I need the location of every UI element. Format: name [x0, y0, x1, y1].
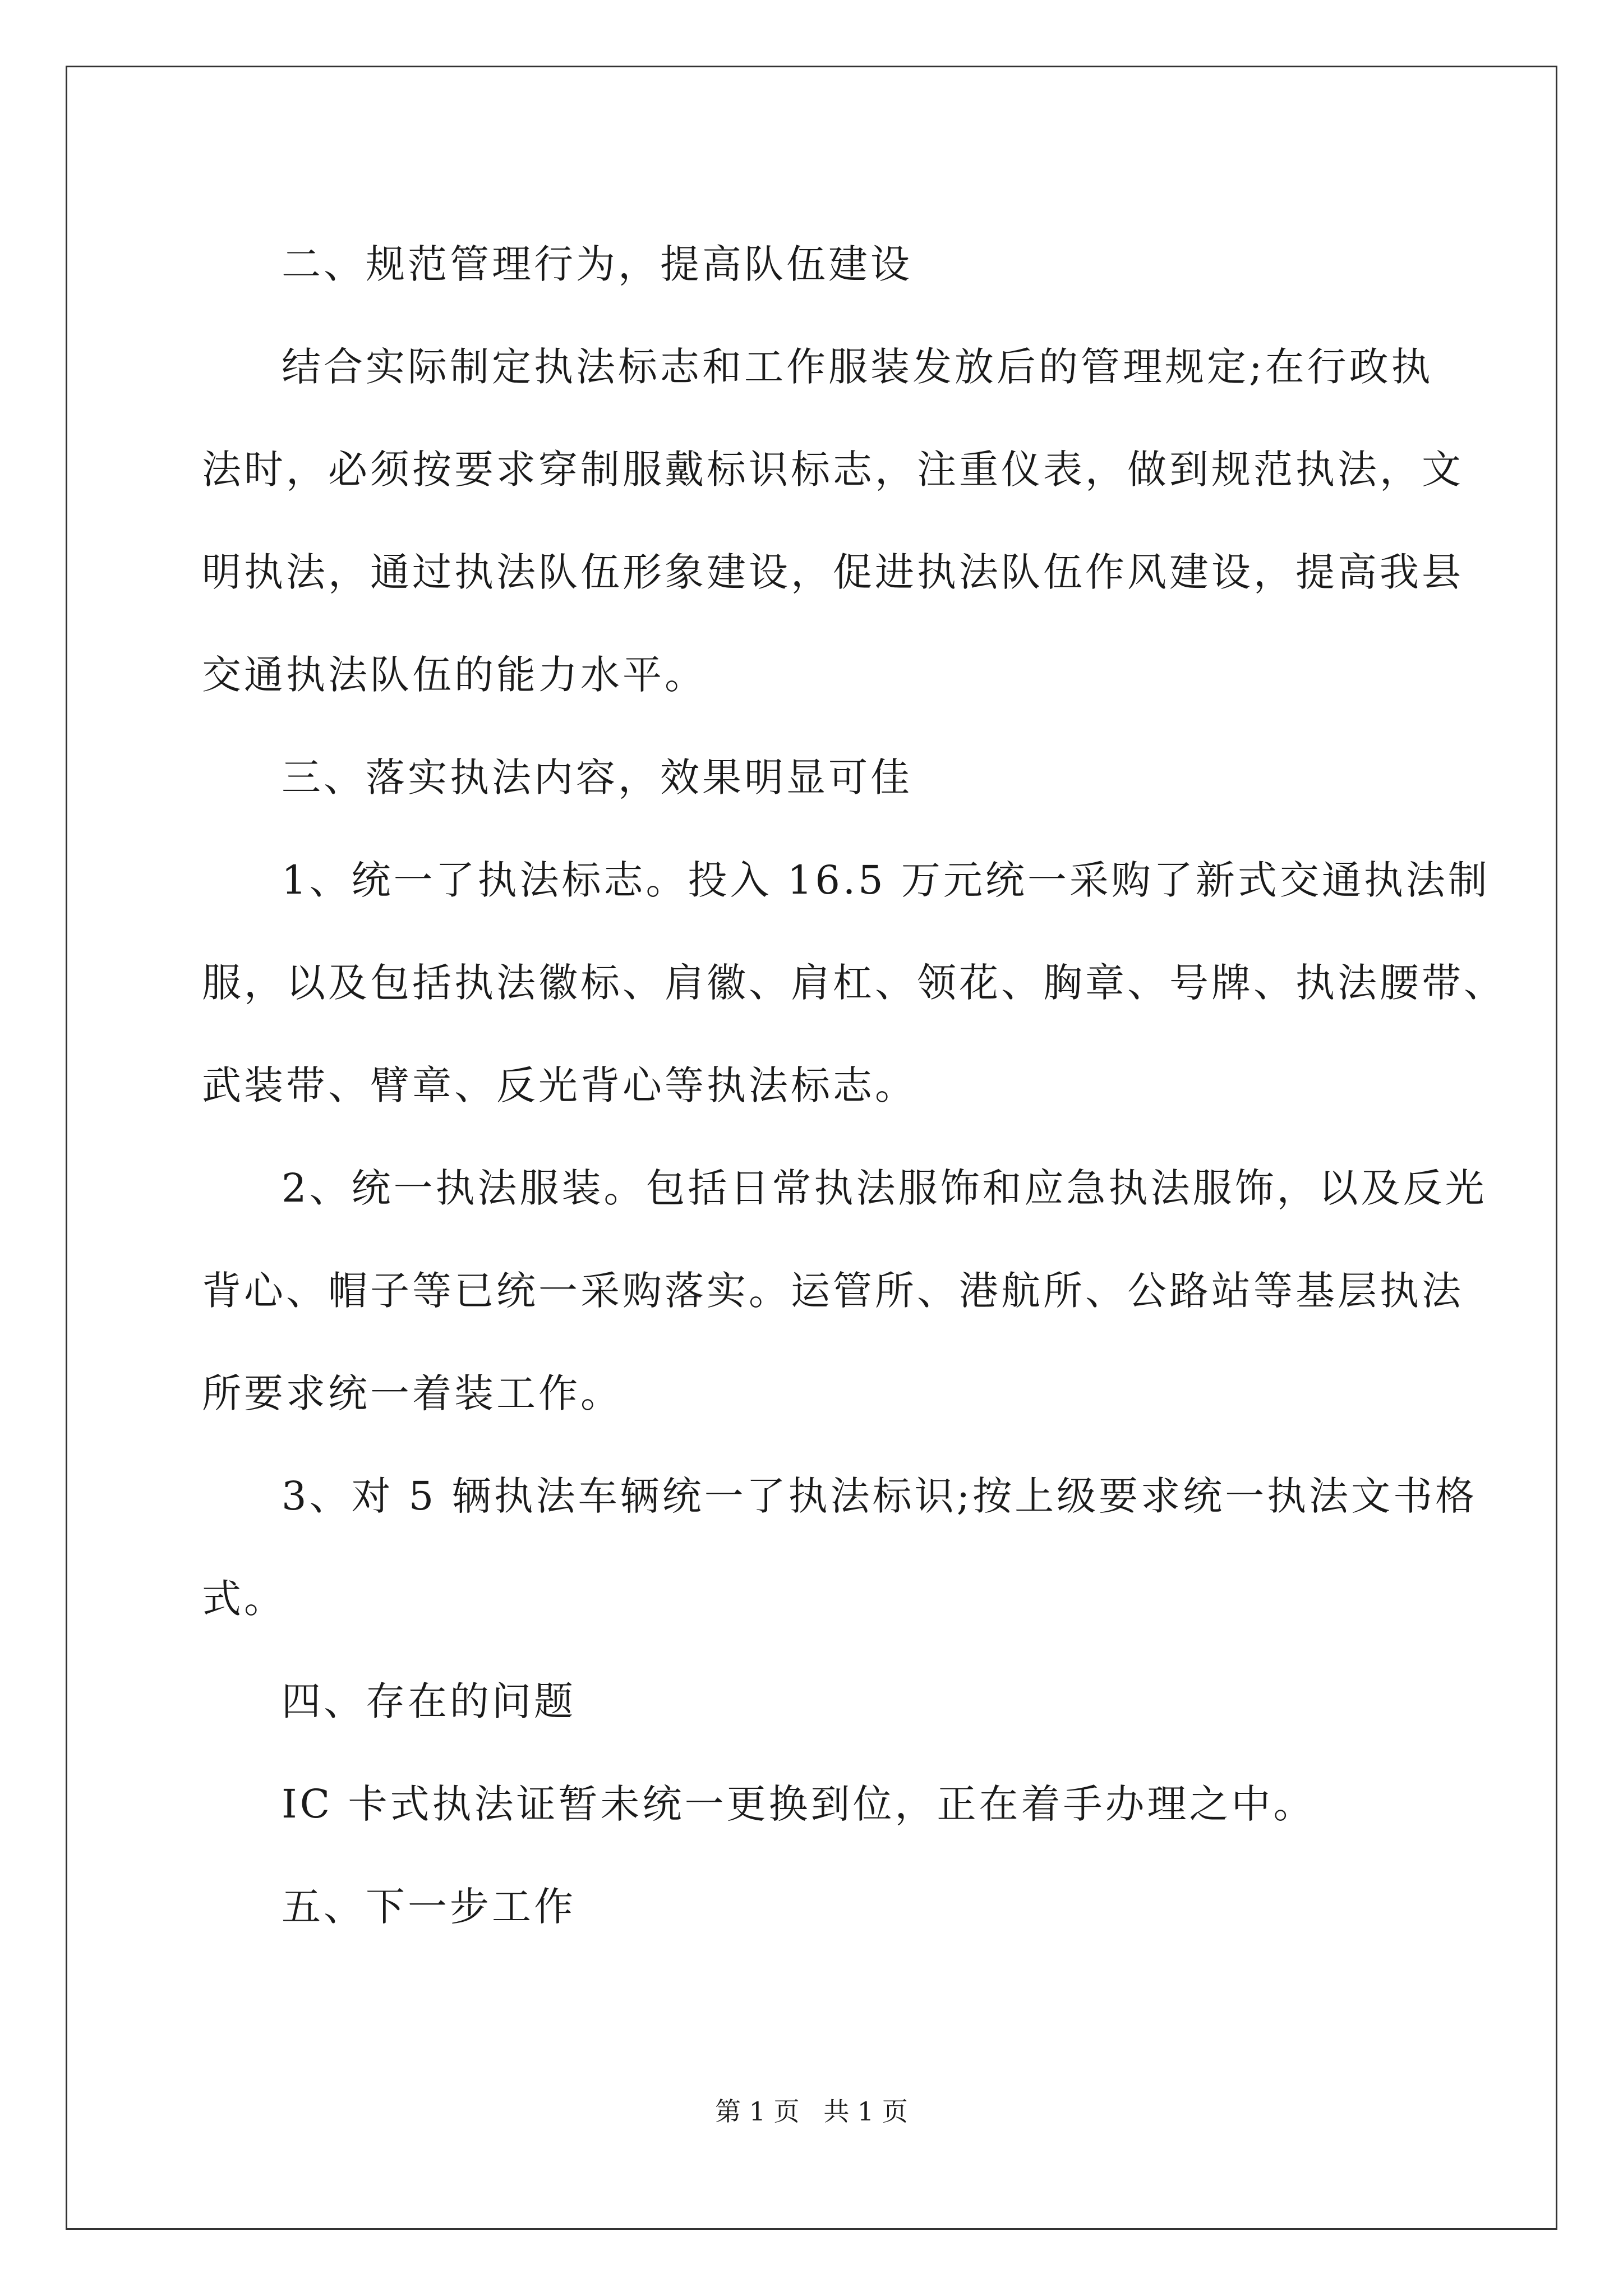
paragraph-3-line-3: 所要求统一着装工作。	[202, 1370, 623, 1416]
page-total: 共 1 页	[823, 2096, 908, 2127]
section-heading-3: 三、落实执法内容，效果明显可佳	[282, 754, 912, 800]
section-heading-4: 四、存在的问题	[282, 1678, 576, 1724]
paragraph-1-line-1: 结合实际制定执法标志和工作服装发放后的管理规定;在行政执	[282, 344, 1433, 390]
paragraph-4-line-2: 式。	[202, 1576, 286, 1622]
paragraph-3-line-2: 背心、帽子等已统一采购落实。运管所、港航所、公路站等基层执法	[202, 1268, 1464, 1314]
paragraph-1-line-2: 法时，必须按要求穿制服戴标识标志，注重仪表，做到规范执法，文	[202, 447, 1464, 493]
section-heading-2: 二、规范管理行为，提高队伍建设	[282, 241, 912, 287]
paragraph-1-line-3: 明执法，通过执法队伍形象建设，促进执法队伍作风建设，提高我县	[202, 549, 1464, 595]
paragraph-2-line-1: 1、统一了执法标志。投入 16.5 万元统一采购了新式交通执法制	[282, 857, 1490, 903]
paragraph-5-line-1: IC 卡式执法证暂未统一更换到位，正在着手办理之中。	[282, 1781, 1316, 1827]
section-heading-5: 五、下一步工作	[282, 1884, 576, 1930]
paragraph-2-line-3: 武装带、臂章、反光背心等执法标志。	[202, 1062, 917, 1108]
page-footer	[0, 2091, 1623, 2128]
paragraph-3-line-1: 2、统一执法服装。包括日常执法服饰和应急执法服饰，以及反光	[282, 1165, 1487, 1211]
page-number: 第 1 页	[715, 2096, 800, 2127]
paragraph-2-line-2: 服，以及包括执法徽标、肩徽、肩杠、领花、胸章、号牌、执法腰带、	[202, 960, 1506, 1006]
paragraph-1-line-4: 交通执法队伍的能力水平。	[202, 652, 707, 698]
paragraph-4-line-1: 3、对 5 辆执法车辆统一了执法标识;按上级要求统一执法文书格	[282, 1473, 1478, 1519]
